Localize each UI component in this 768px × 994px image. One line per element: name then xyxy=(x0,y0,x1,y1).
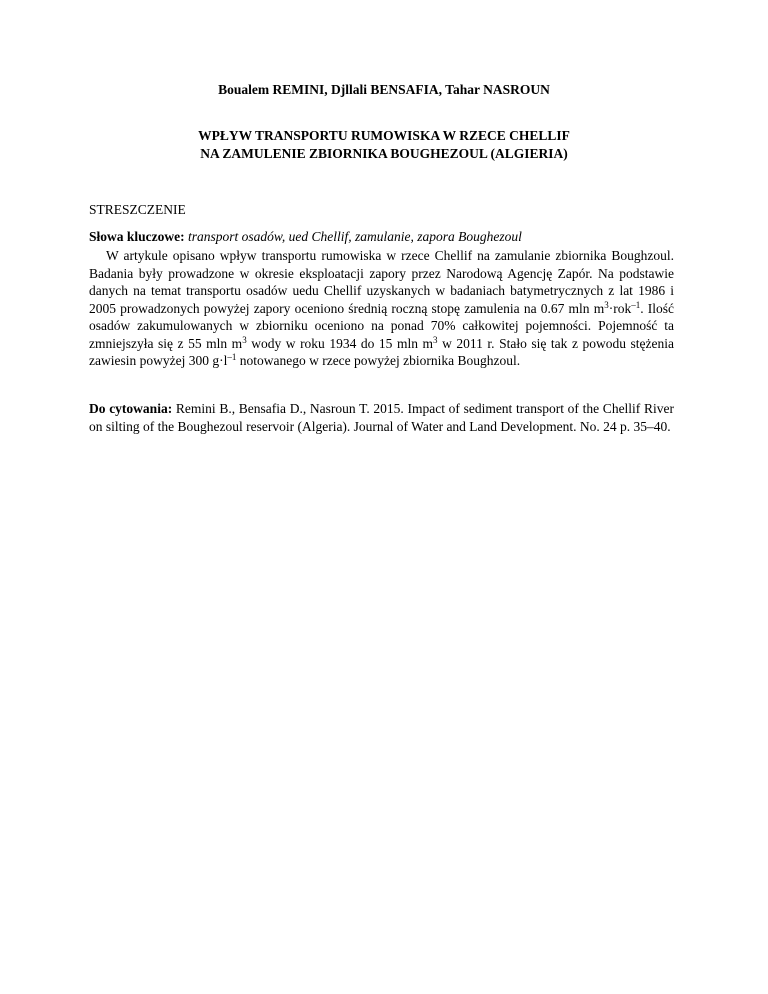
citation-label: Do cytowania: xyxy=(89,401,173,416)
keywords-label: Słowa kluczowe: xyxy=(89,229,185,244)
abstract-text-5: w 2011 r. Stało się tak z powodu stężenia zawiesin powyżej 300 g·l xyxy=(89,335,674,368)
abstract-sup-5: –1 xyxy=(227,352,237,362)
abstract-sup-2: –1 xyxy=(631,299,641,310)
abstract-text-1: W artykule opisano wpływ transportu rumowiska w rzece Chellif na zamulanie zbiornika Boughzoul. Badania były prowadzone w okresie eksploatacji zapory przez Narodową Agencję Zapór. Na podstawie danych na temat transportu osadów uedu Chellif uzyskanych w badaniach batymetrycznych z lat 1986 i 2005 prowadzonych powyżej zapory oceniono średnią roczną stopę zamulenia na 0.67 mln m xyxy=(89,248,674,316)
keywords-line xyxy=(89,228,674,246)
author-list: Boualem REMINI, Djllali BENSAFIA, Tahar NASROUN xyxy=(218,82,550,97)
citation-text: Remini B., Bensafia D., Nasroun T. 2015. Impact of sediment transport of the Chellif River on silting of the Boughezoul reservoir (Algeria). Journal of Water and Land Development. No. 24 p. 35–40. xyxy=(89,401,674,434)
abstract-text-6: notowanego w rzece powyżej zbiornika Boughzoul. xyxy=(236,353,521,368)
abstract-text-2: ·rok xyxy=(608,300,632,316)
article-title-line-1: WPŁYW TRANSPORTU RUMOWISKA W RZECE CHELLIF xyxy=(198,128,570,143)
keywords-text: transport osadów, ued Chellif, zamulanie, zapora Boughezoul xyxy=(188,229,522,244)
article-title-line-2: NA ZAMULENIE ZBIORNIKA BOUGHEZOUL (ALGIERIA) xyxy=(200,146,568,161)
abstract-text-4: wody w roku 1934 do 15 mln m xyxy=(246,335,434,351)
citation-paragraph xyxy=(89,400,674,435)
abstract-sup-1: 3 xyxy=(604,299,609,310)
abstract-heading: STRESZCZENIE xyxy=(89,202,186,217)
abstract-sup-3: 3 xyxy=(242,334,247,345)
abstract-paragraph xyxy=(89,247,674,370)
abstract-sup-4: 3 xyxy=(433,334,438,345)
article-title xyxy=(0,127,768,163)
abstract-text-3: . Ilość osadów zakumulowanych w zbiorniku oceniono na ponad 70% całkowitej pojemności. Pojemność ta zmniejszyła się z 55 mln m xyxy=(89,300,674,351)
